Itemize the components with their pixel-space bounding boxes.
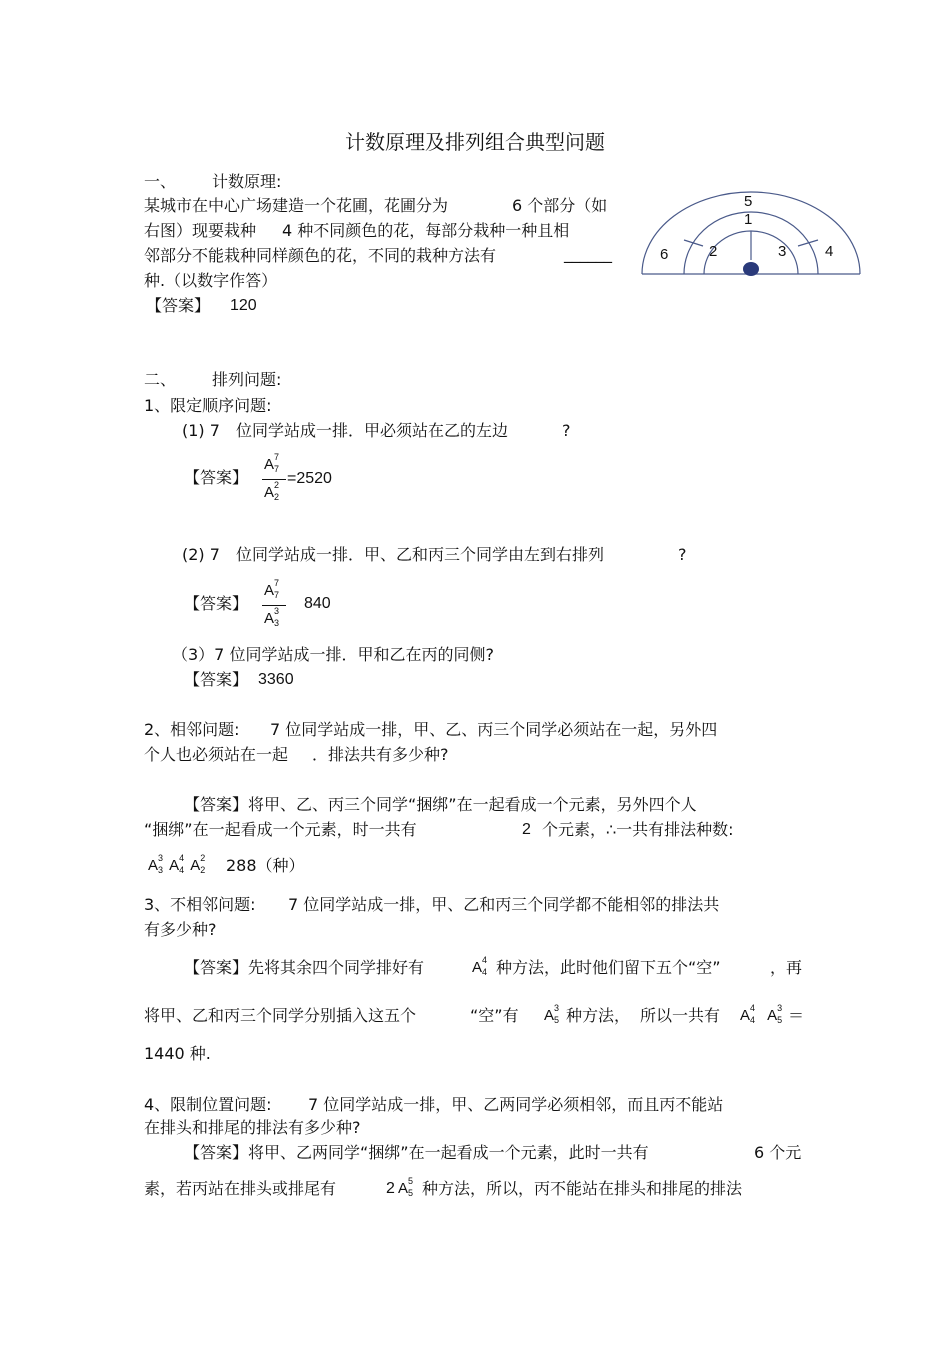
section-1-heading: 计数原理: — [212, 172, 282, 191]
perm-a44 — [472, 955, 488, 977]
perm-sub: 4 — [750, 1015, 756, 1025]
q4-perm-a55 — [398, 1178, 414, 1198]
q1-title: 1、限定顺序问题: — [144, 396, 272, 415]
s1-line1a: 某城市在中心广场建造一个花圃，花圃分为 — [144, 196, 449, 215]
s1-line4: 种.（以数字作答） — [144, 271, 278, 290]
q1-2-answer-label: 【答案】 — [184, 594, 249, 613]
s1-line2a: 右图）现要栽种 — [144, 221, 257, 240]
q1-2-denominator — [264, 606, 280, 628]
region-5-label: 5 — [744, 193, 753, 210]
perm-sub: 2 — [200, 865, 206, 875]
perm-a53 — [544, 1003, 560, 1025]
perm-sup: 7 — [274, 452, 280, 462]
s1-blank: ______ — [564, 244, 612, 263]
perm-sup: 3 — [158, 853, 164, 863]
q2-answer-line2c: 个元素，∴一共有排法种数: — [542, 820, 734, 839]
q2-answer-line2a: “捆绑”在一起看成一个元素，时一共有 — [144, 820, 417, 839]
q1-1-denominator — [264, 480, 280, 502]
perm-symbol: A — [740, 1007, 751, 1024]
perm-symbol: A — [264, 484, 275, 501]
q1-1-text: 位同学站成一排．甲必须站在乙的左边 — [236, 421, 509, 440]
q1-3-text: （3）7 位同学站成一排．甲和乙在丙的同侧? — [172, 645, 494, 664]
perm-symbol: A — [264, 610, 275, 627]
perm-symbol: A — [148, 857, 159, 874]
q4-answer-line1b: 6 个元 — [754, 1143, 802, 1162]
perm-sub: 5 — [554, 1015, 560, 1025]
region-6-label: 6 — [660, 246, 669, 263]
q1-1-fraction — [262, 452, 288, 506]
q3-product — [740, 1005, 783, 1025]
q3-answer-line2a: 将甲、乙和丙三个同学分别插入这五个 — [144, 1006, 417, 1025]
section-1-number: 一、 — [144, 172, 177, 191]
q4-answer-line1a: 【答案】将甲、乙两同学“捆绑”在一起看成一个元素，此时一共有 — [184, 1143, 649, 1162]
q2-answer-line1: 【答案】将甲、乙、丙三个同学“捆绑”在一起看成一个元素，另外四个人 — [184, 795, 697, 814]
q3-answer-line1c: ，再 — [770, 958, 803, 977]
perm-sub: 2 — [274, 492, 280, 502]
q4-text1: 7 位同学站成一排，甲、乙两同学必须相邻，而且丙不能站 — [308, 1095, 724, 1114]
q1-3-answer: 3360 — [258, 671, 294, 688]
s1-line3a: 邻部分不能栽种同样颜色的花，不同的栽种方法有 — [144, 246, 497, 265]
perm-symbol: A — [264, 582, 275, 599]
page-title: 计数原理及排列组合典型问题 — [345, 130, 605, 154]
q1-2-fraction — [262, 578, 288, 632]
perm-sup: 3 — [274, 606, 280, 616]
region-4-label: 4 — [825, 243, 834, 260]
perm-sub: 7 — [274, 590, 280, 600]
q4-answer-line2b: 2 — [386, 1180, 395, 1197]
perm-a44 — [740, 1003, 756, 1025]
q3-equals: ＝ — [788, 1006, 805, 1025]
q3-text2: 有多少种? — [144, 920, 217, 939]
perm-sub: 5 — [408, 1188, 414, 1198]
perm-sub: 3 — [274, 618, 280, 628]
q1-3-answer-label: 【答案】 — [184, 670, 249, 689]
perm-sup: 4 — [179, 853, 185, 863]
perm-a55 — [398, 1176, 414, 1198]
q4-text2: 在排头和排尾的排法有多少种? — [144, 1118, 361, 1137]
section-2-number: 二、 — [144, 370, 177, 389]
q4-answer-line2a: 素，若丙站在排头或排尾有 — [144, 1179, 337, 1198]
region-2-label: 2 — [709, 243, 718, 260]
q1-1-prefix: (1) 7 — [182, 421, 220, 440]
perm-sub: 4 — [179, 865, 185, 875]
perm-symbol: A — [544, 1007, 555, 1024]
perm-sup: 4 — [482, 955, 488, 965]
perm-sup: 2 — [274, 480, 280, 490]
perm-sub: 7 — [274, 464, 280, 474]
q2-formula — [148, 855, 206, 875]
q1-2-answer: 840 — [304, 595, 331, 612]
perm-a22 — [190, 853, 206, 875]
q3-answer-line2d: 所以一共有 — [640, 1006, 721, 1025]
q3-answer-line1b: 种方法，此时他们留下五个“空” — [496, 958, 721, 977]
perm-sup: 7 — [274, 578, 280, 588]
perm-sub: 3 — [158, 865, 164, 875]
perm-symbol: A — [190, 857, 201, 874]
region-3-label: 3 — [778, 243, 787, 260]
perm-sub: 4 — [482, 967, 488, 977]
s1-line2b: 4 种不同颜色的花，每部分栽种一种且相 — [282, 221, 570, 240]
perm-symbol: A — [169, 857, 180, 874]
perm-symbol: A — [767, 1007, 778, 1024]
perm-sup: 5 — [408, 1176, 414, 1186]
q2-text1: 7 位同学站成一排，甲、乙、丙三个同学必须站在一起，另外四 — [270, 720, 718, 739]
perm-a53 — [767, 1003, 783, 1025]
perm-a44 — [169, 853, 185, 875]
q4-title: 4、限制位置问题: — [144, 1095, 272, 1114]
region-1-label: 1 — [744, 211, 753, 228]
q2-title: 2、相邻问题: — [144, 720, 240, 739]
section-2-heading: 排列问题: — [212, 370, 282, 389]
q2-text3: ．排法共有多少种? — [312, 745, 449, 764]
q1-1-answer: =2520 — [287, 470, 332, 487]
q3-perm-a44 — [472, 957, 488, 977]
flower-bed-figure — [638, 186, 864, 280]
q3-title: 3、不相邻问题: — [144, 895, 256, 914]
q2-answer-result: 288（种） — [226, 856, 305, 875]
perm-sup: 4 — [750, 1003, 756, 1013]
perm-sub: 5 — [777, 1015, 783, 1025]
perm-symbol: A — [398, 1180, 409, 1197]
q1-2-question-mark: ? — [678, 545, 687, 564]
q1-1-numerator — [264, 452, 280, 474]
q3-answer-line1a: 【答案】先将其余四个同学排好有 — [184, 958, 425, 977]
perm-symbol: A — [472, 959, 483, 976]
perm-sup: 2 — [200, 853, 206, 863]
q2-answer-line2b: 2 — [522, 821, 531, 838]
s1-answer-label: 【答案】 — [146, 296, 211, 315]
q3-answer-line2c: 种方法， — [566, 1006, 631, 1025]
perm-sup: 3 — [554, 1003, 560, 1013]
perm-symbol: A — [264, 456, 275, 473]
q4-answer-line2c: 种方法，所以，丙不能站在排头和排尾的排法 — [422, 1179, 743, 1198]
q2-text2: 个人也必须站在一起 — [144, 745, 289, 764]
s1-answer: 120 — [230, 297, 257, 314]
q1-1-answer-label: 【答案】 — [184, 468, 249, 487]
q3-answer-line3: 1440 种. — [144, 1044, 211, 1063]
q3-perm-a53 — [544, 1005, 560, 1025]
perm-a33 — [148, 853, 164, 875]
q1-2-text: 位同学站成一排．甲、乙和丙三个同学由左到右排列 — [236, 545, 605, 564]
q1-2-prefix: (2) 7 — [182, 545, 220, 564]
q1-2-numerator — [264, 578, 280, 600]
q1-1-question-mark: ? — [562, 421, 571, 440]
perm-sup: 3 — [777, 1003, 783, 1013]
q3-answer-line2b: “空”有 — [470, 1006, 519, 1025]
q3-text1: 7 位同学站成一排，甲、乙和丙三个同学都不能相邻的排法共 — [288, 895, 720, 914]
s1-line1b: 6 个部分（如 — [512, 196, 608, 215]
